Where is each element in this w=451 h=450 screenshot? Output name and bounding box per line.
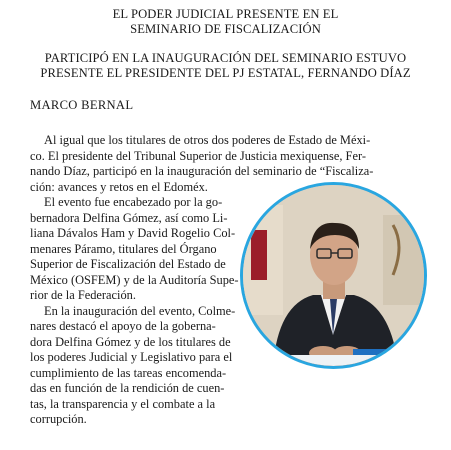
text-line: ción: avances y retos en el Edoméx.	[30, 180, 208, 194]
text-line: menares Páramo, titulares del Órgano	[30, 242, 217, 256]
text-line: En la inauguración del evento, Colme-	[44, 304, 236, 318]
subtitle-line-1: PARTICIPÓ EN LA INAUGURACIÓN DEL SEMINARIO ESTUVO	[44, 51, 407, 65]
portrait-illustration	[243, 185, 424, 366]
text-line: tas, la transparencia y el combate a la	[30, 397, 216, 411]
text-line: bernadora Delfina Gómez, así como Li-	[30, 211, 228, 225]
portrait-photo	[240, 182, 427, 369]
text-line: corrupción.	[30, 412, 87, 426]
text-line: El evento fue encabezado por la go-	[44, 195, 223, 209]
text-line: Al igual que los titulares de otros dos poderes de Estado de Méxi-	[44, 133, 371, 147]
text-line: rior de la Federación.	[30, 288, 136, 302]
text-line: nando Díaz, participó en la inauguración del seminario de “Fiscaliza-	[30, 164, 374, 178]
text-line: co. El presidente del Tribunal Superior de Justicia mexiquense, Fer-	[30, 149, 366, 163]
subtitle-line-2: PRESENTE EL PRESIDENTE DEL PJ ESTATAL, FERNANDO DÍAZ	[40, 66, 411, 80]
text-line: cumplimiento de las tareas encomenda-	[30, 366, 227, 380]
title-line-1: EL PODER JUDICIAL PRESENTE EN EL	[112, 7, 339, 21]
text-line: Superior de Fiscalización del Estado de	[30, 257, 226, 271]
text-line: nares destacó el apoyo de la goberna-	[30, 319, 216, 333]
text-line: México (OSFEM) y de la Auditoría Supe-	[30, 273, 239, 287]
text-line: dora Delfina Gómez y de los titulares de	[30, 335, 231, 349]
text-line: los poderes Judicial y Legislativo para el	[30, 350, 233, 364]
author-byline: MARCO BERNAL	[30, 98, 134, 112]
text-line: liana Dávalos Ham y David Rogelio Col-	[30, 226, 236, 240]
text-line: das en función de la rendición de cuen-	[30, 381, 225, 395]
title-line-2: SEMINARIO DE FISCALIZACIÓN	[130, 22, 321, 36]
